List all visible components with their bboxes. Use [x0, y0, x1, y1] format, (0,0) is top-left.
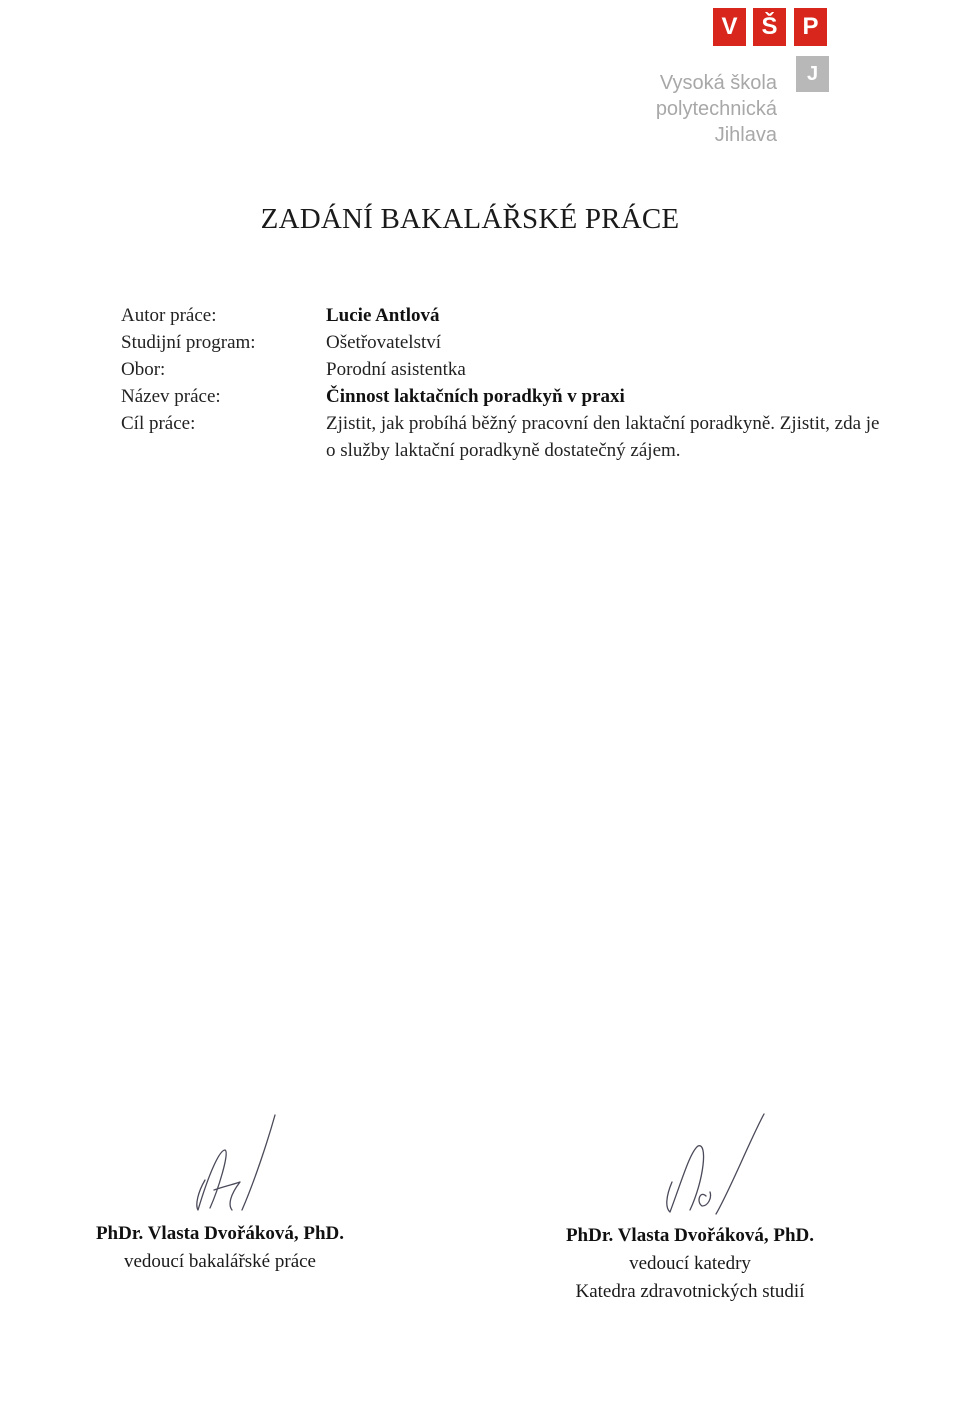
handwritten-signature-right: [660, 1110, 770, 1222]
field-label: Obor:: [121, 359, 166, 380]
head-role: vedoucí katedry: [629, 1253, 751, 1274]
field-value-field: Porodní asistentka: [326, 359, 466, 380]
document-title: ZADÁNÍ BAKALÁŘSKÉ PRÁCE: [260, 203, 680, 235]
field-row-author: [121, 302, 881, 329]
logo-letter-j: J: [796, 56, 829, 92]
logo-letter-p: P: [794, 8, 827, 46]
field-value-thesis-title: Činnost laktačních poradkyň v praxi: [326, 386, 625, 407]
logo-text-line-2: polytechnická: [655, 98, 777, 120]
head-name: PhDr. Vlasta Dvořáková, PhD.: [565, 1225, 815, 1246]
field-value-goal: Zjistit, jak probíhá běžný pracovní den laktační poradkyně. Zjistit, zda je o služby laktační poradkyně dostatečný zájem.: [326, 413, 880, 461]
field-value-author: Lucie Antlová: [326, 305, 440, 326]
field-value-program: Ošetřovatelství: [326, 332, 442, 353]
handwritten-signature-left: [180, 1110, 280, 1220]
thesis-fields: [121, 302, 881, 464]
field-label: Název práce:: [121, 386, 221, 407]
supervisor-name: PhDr. Vlasta Dvořáková, PhD.: [95, 1223, 345, 1244]
field-label: Autor práce:: [121, 305, 217, 326]
field-row-thesis-title: [121, 383, 881, 410]
school-logo: [640, 6, 840, 156]
logo-letter-v: V: [713, 8, 746, 46]
logo-school-name: [656, 70, 777, 148]
field-row-field: [121, 356, 881, 383]
logo-text-line-3: Jihlava: [714, 124, 777, 146]
field-row-goal: [121, 410, 881, 464]
field-label: Studijní program:: [121, 332, 256, 353]
signature-block-head: [555, 1222, 825, 1306]
field-label: Cíl práce:: [121, 413, 196, 434]
department-name: Katedra zdravotnických studií: [575, 1281, 805, 1302]
signature-block-supervisor: [90, 1220, 350, 1276]
supervisor-role: vedoucí bakalářské práce: [123, 1251, 316, 1272]
field-row-program: [121, 329, 881, 356]
logo-letter-s: Š: [753, 8, 786, 46]
logo-text-line-1: Vysoká škola: [659, 72, 777, 94]
